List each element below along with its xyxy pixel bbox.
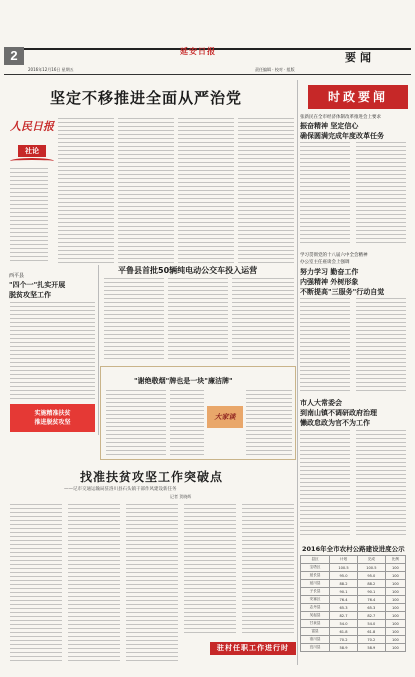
sidebar-title-line: "四个一"扎实开展 bbox=[9, 281, 66, 289]
table-row bbox=[301, 628, 406, 636]
table-row bbox=[301, 604, 406, 612]
story-title-line: 内强精神 外树形象 bbox=[300, 278, 359, 286]
text-column bbox=[178, 118, 234, 263]
table-cell: 95.0 bbox=[330, 572, 358, 580]
table-cell: 61.8 bbox=[357, 628, 385, 636]
table-cell: 100.5 bbox=[357, 564, 385, 572]
text-column bbox=[232, 278, 294, 360]
table-cell: 完成 bbox=[357, 556, 385, 564]
story-title-line: 到南山镇不调研政府治理 bbox=[300, 409, 377, 417]
table-cell: 70.2 bbox=[330, 636, 358, 644]
text-column bbox=[300, 298, 350, 392]
text-column bbox=[104, 278, 164, 360]
table-cell: 100 bbox=[385, 572, 405, 580]
table-cell: 甘泉县 bbox=[301, 620, 330, 628]
people-daily-logo bbox=[10, 118, 54, 164]
feature-banner: 驻村任职工作进行时 bbox=[210, 642, 296, 655]
table-cell: 82.7 bbox=[357, 612, 385, 620]
text-column bbox=[356, 430, 406, 538]
table-row bbox=[301, 620, 406, 628]
editor-line: 责任编辑 · 校对 · 组版 bbox=[255, 67, 295, 72]
slogan-line: 推进脱贫攻坚 bbox=[34, 419, 71, 426]
commentary-decoration: 大家谈 bbox=[207, 406, 243, 428]
story-title-line: 不断提高"三服务"行动自觉 bbox=[300, 288, 385, 296]
table-row bbox=[301, 644, 406, 652]
feature-subtitle: ——记市交通运输局驻洛川县石头镇干部作风建设新任务 bbox=[64, 487, 177, 492]
table-cell: 88.2 bbox=[330, 580, 358, 588]
commentary-title: "谢绝敬烟"牌也是一块"廉洁牌" bbox=[134, 377, 233, 385]
table-cell: 88.2 bbox=[357, 580, 385, 588]
table-cell: 比例 bbox=[385, 556, 405, 564]
table-cell: 延川县 bbox=[301, 580, 330, 588]
page-number: 2 bbox=[4, 47, 24, 65]
feature-title: 找准扶贫攻坚工作突破点 bbox=[80, 470, 224, 484]
table-cell: 延长县 bbox=[301, 572, 330, 580]
news-banner: 时政要闻 bbox=[308, 85, 408, 109]
story-title-line: 懒政怠政为官不为工作 bbox=[300, 419, 370, 427]
bus-article-title: 平鲁县首批50辆纯电动公交车投入运营 bbox=[118, 266, 258, 275]
text-column bbox=[10, 504, 62, 664]
feature-byline: 记者 贺晓辉 bbox=[170, 494, 192, 499]
table-cell: 100 bbox=[385, 580, 405, 588]
column-rule bbox=[98, 265, 99, 435]
story-kicker: 市人大常委会 bbox=[300, 399, 342, 407]
slogan-box bbox=[10, 404, 95, 432]
table-cell: 县区 bbox=[301, 556, 330, 564]
logo-text: 人民日报 bbox=[10, 120, 54, 133]
text-column bbox=[10, 302, 95, 400]
table-row bbox=[301, 580, 406, 588]
table-cell: 65.3 bbox=[357, 604, 385, 612]
story-title-line: 努力学习 勤奋工作 bbox=[300, 268, 359, 276]
table-cell: 安塞区 bbox=[301, 596, 330, 604]
table-cell: 100 bbox=[385, 636, 405, 644]
logo-wave bbox=[10, 158, 54, 164]
text-column bbox=[68, 504, 120, 664]
table-cell: 100 bbox=[385, 564, 405, 572]
section-title: 要闻 bbox=[345, 51, 375, 64]
table-row bbox=[301, 636, 406, 644]
table-cell: 58.9 bbox=[330, 644, 358, 652]
table-cell: 吴起县 bbox=[301, 612, 330, 620]
sidebar-kicker: 西平县 bbox=[9, 273, 25, 279]
table-cell: 子长县 bbox=[301, 588, 330, 596]
table-cell: 100.5 bbox=[330, 564, 358, 572]
slogan-line: 实施精准扶贫 bbox=[34, 410, 71, 417]
table-cell: 70.2 bbox=[357, 636, 385, 644]
text-column bbox=[246, 390, 292, 456]
table-cell: 洛川县 bbox=[301, 636, 330, 644]
text-column bbox=[118, 118, 174, 263]
table-cell: 富县 bbox=[301, 628, 330, 636]
text-column bbox=[356, 298, 406, 392]
header-divider bbox=[4, 74, 411, 75]
text-column bbox=[238, 118, 294, 263]
story-title-line: 确保圆满完成年度改革任务 bbox=[300, 132, 384, 140]
table-row bbox=[301, 588, 406, 596]
text-column bbox=[126, 504, 178, 664]
text-column bbox=[58, 118, 114, 263]
text-column bbox=[106, 390, 166, 456]
table-cell: 61.8 bbox=[330, 628, 358, 636]
table-cell: 90.1 bbox=[357, 588, 385, 596]
table-cell: 100 bbox=[385, 612, 405, 620]
table-cell: 100 bbox=[385, 620, 405, 628]
table-cell: 54.0 bbox=[330, 620, 358, 628]
table-cell: 100 bbox=[385, 644, 405, 652]
story-kicker: 办公室主任座谈会上强调 bbox=[300, 260, 350, 265]
main-headline: 坚定不移推进全面从严治党 bbox=[50, 89, 243, 107]
table-cell: 宝塔区 bbox=[301, 564, 330, 572]
sidebar-title-line: 脱贫攻坚工作 bbox=[9, 291, 51, 299]
table-cell: 90.1 bbox=[330, 588, 358, 596]
table-row bbox=[301, 596, 406, 604]
story-title-line: 振奋精神 坚定信心 bbox=[300, 122, 359, 130]
table-cell: 76.4 bbox=[330, 596, 358, 604]
story-kicker: 学习贯彻党的十八届六中全会精神 bbox=[300, 253, 368, 258]
table-cell: 82.7 bbox=[330, 612, 358, 620]
table-cell: 58.9 bbox=[357, 644, 385, 652]
table-cell: 计划 bbox=[330, 556, 358, 564]
text-column bbox=[356, 142, 406, 246]
date-line: 2016年12月16日 星期五 bbox=[28, 67, 74, 72]
text-column bbox=[170, 390, 204, 456]
table-cell: 54.0 bbox=[357, 620, 385, 628]
table-cell: 100 bbox=[385, 604, 405, 612]
table-cell: 100 bbox=[385, 596, 405, 604]
table-cell: 95.0 bbox=[357, 572, 385, 580]
table-row bbox=[301, 564, 406, 572]
table-row bbox=[301, 612, 406, 620]
text-column bbox=[168, 278, 228, 360]
table-title: 2016年全市农村公路建设进度公示 bbox=[302, 545, 405, 553]
column-rule bbox=[297, 80, 298, 665]
table-cell: 76.4 bbox=[357, 596, 385, 604]
table-cell: 100 bbox=[385, 628, 405, 636]
text-column bbox=[242, 504, 294, 636]
table-cell: 100 bbox=[385, 588, 405, 596]
logo-tag: 社论 bbox=[18, 145, 46, 157]
masthead: 延安日报 bbox=[180, 47, 216, 56]
table-cell: 志丹县 bbox=[301, 604, 330, 612]
text-column bbox=[300, 430, 350, 538]
progress-table bbox=[300, 555, 406, 652]
table-cell: 宜川县 bbox=[301, 644, 330, 652]
story-kicker: 张新民在全市经济体制改革推进会上要求 bbox=[300, 115, 381, 120]
table-row bbox=[301, 556, 406, 564]
table-cell: 65.3 bbox=[330, 604, 358, 612]
text-column bbox=[184, 504, 236, 636]
table-row bbox=[301, 572, 406, 580]
text-column bbox=[300, 142, 350, 246]
text-column bbox=[10, 168, 48, 263]
